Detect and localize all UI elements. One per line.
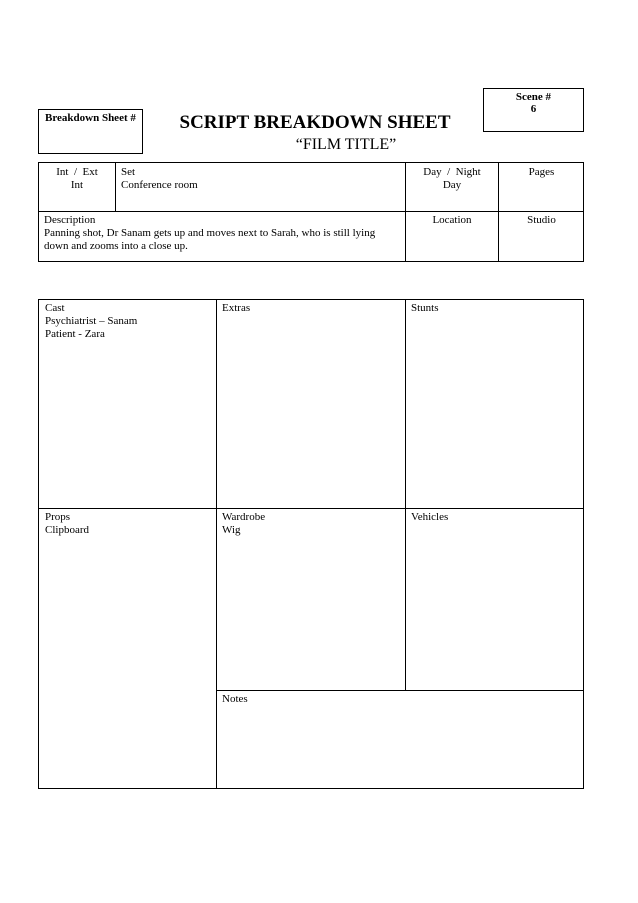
- day-night-value: Day: [442, 179, 462, 191]
- location-cell: [406, 214, 498, 227]
- vehicles-section: [411, 511, 581, 524]
- cast-label: Cast: [45, 302, 65, 314]
- grid-col-divider-1: [216, 300, 217, 788]
- extras-section: [222, 302, 402, 315]
- int-ext-label: Int / Ext: [56, 166, 98, 178]
- pages-cell: [499, 166, 584, 179]
- day-night-label: Day / Night: [423, 166, 481, 178]
- notes-section: [222, 693, 577, 706]
- props-section: [45, 511, 213, 537]
- scene-info-table: [38, 162, 584, 262]
- notes-label: Notes: [222, 693, 248, 705]
- description-cell: [44, 214, 399, 253]
- scene-number-box: [483, 88, 584, 132]
- description-label: Description: [44, 214, 96, 226]
- scene-value: 6: [530, 103, 537, 115]
- breakdown-grid: [38, 299, 584, 789]
- grid-row-divider-1: [39, 508, 583, 509]
- info-row-divider: [39, 211, 583, 212]
- cast-section: [45, 302, 213, 341]
- info-col-divider-1: [115, 163, 116, 211]
- film-title: “FILM TITLE”: [295, 136, 397, 153]
- stunts-section: [411, 302, 581, 315]
- breakdown-sheet-label: Breakdown Sheet #: [45, 112, 136, 124]
- set-cell: [121, 166, 401, 192]
- stunts-label: Stunts: [411, 302, 439, 314]
- grid-col-divider-2: [405, 300, 406, 691]
- vehicles-label: Vehicles: [411, 511, 449, 523]
- int-ext-value: Int: [70, 179, 84, 191]
- wardrobe-label: Wardrobe: [222, 511, 266, 523]
- page-title: SCRIPT BREAKDOWN SHEET: [179, 112, 451, 133]
- wardrobe-section: [222, 511, 402, 537]
- description-value: Panning shot, Dr Sanam gets up and moves next to Sarah, who is still lying down and zooms into a close up.: [44, 227, 376, 252]
- location-label: Location: [432, 214, 472, 226]
- wardrobe-item: Wig: [222, 524, 241, 536]
- int-ext-cell: [39, 166, 115, 192]
- cast-item: Psychiatrist – Sanam: [45, 315, 138, 327]
- breakdown-sheet-box: [38, 109, 143, 154]
- set-value: Conference room: [121, 179, 198, 191]
- scene-label: Scene #: [515, 91, 552, 103]
- props-label: Props: [45, 511, 71, 523]
- props-item: Clipboard: [45, 524, 89, 536]
- location-value-cell: [499, 214, 584, 227]
- extras-label: Extras: [222, 302, 251, 314]
- pages-label: Pages: [528, 166, 555, 178]
- day-night-cell: [406, 166, 498, 192]
- set-label: Set: [121, 166, 136, 178]
- cast-item: Patient - Zara: [45, 328, 105, 340]
- location-value: Studio: [527, 214, 556, 226]
- grid-row-divider-2: [216, 690, 583, 691]
